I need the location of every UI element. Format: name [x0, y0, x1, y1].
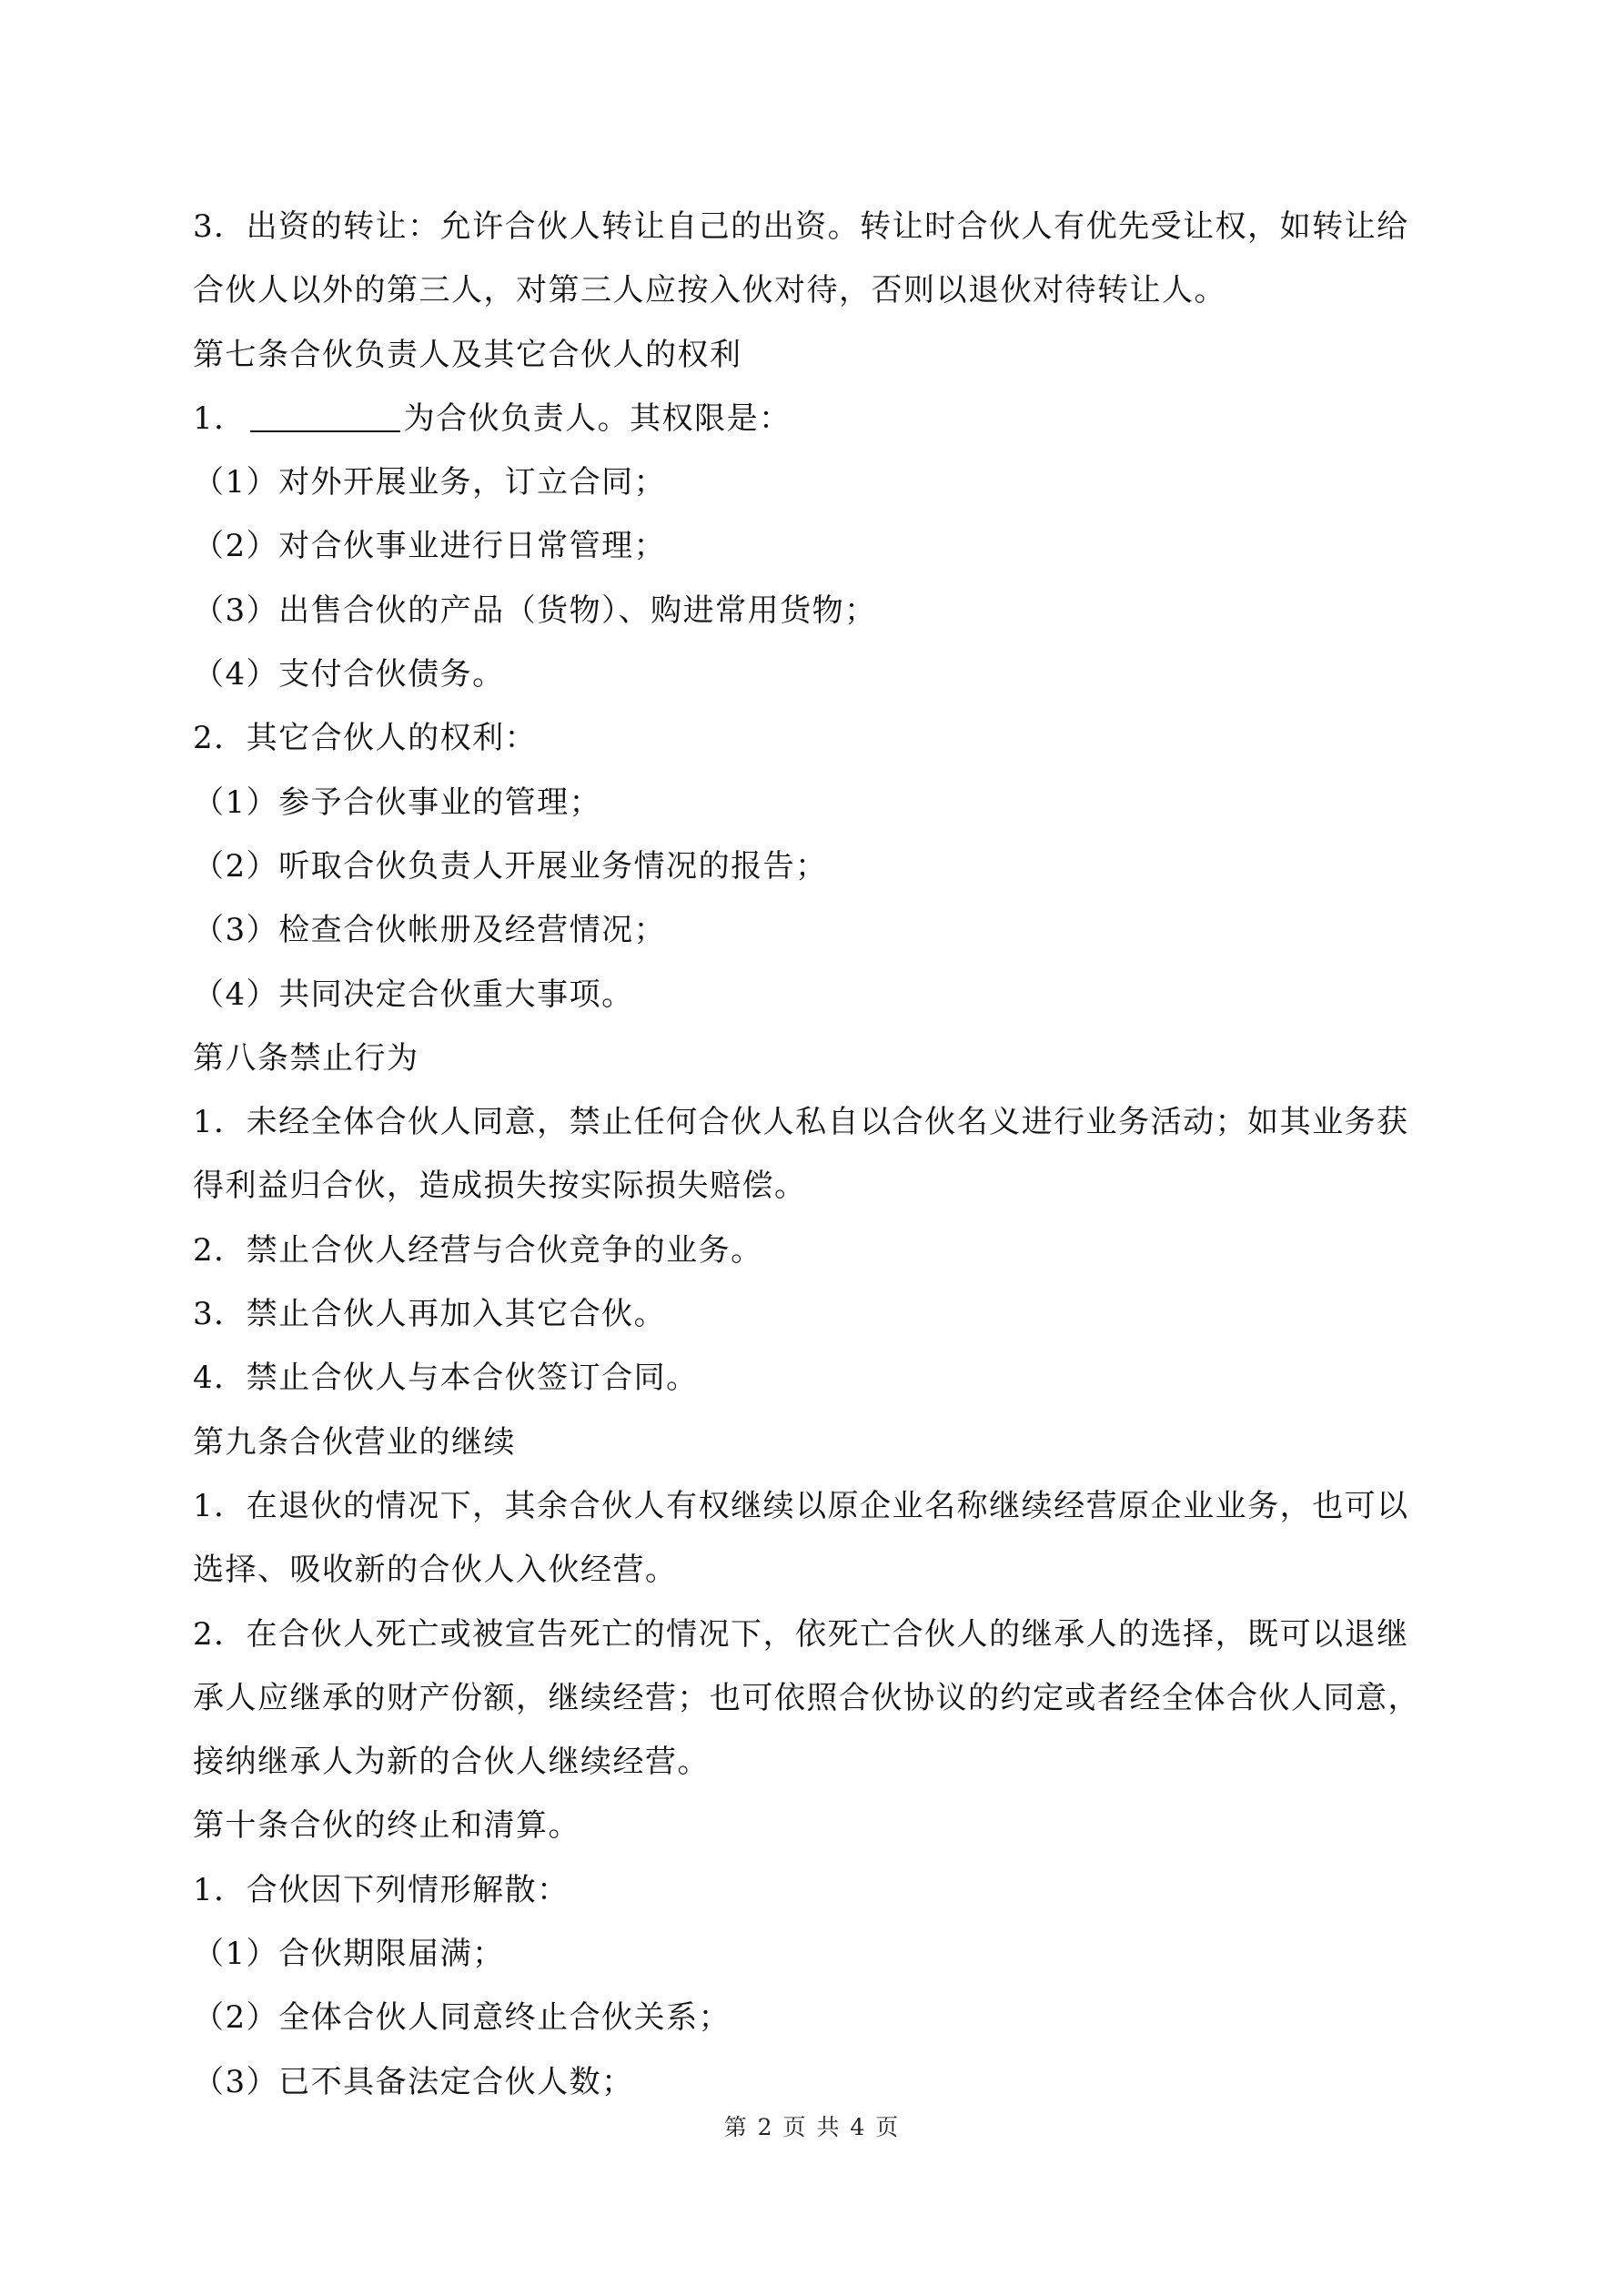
line-prefix: 1．	[193, 400, 247, 437]
text-line: 1．未经全体合伙人同意，禁止任何合伙人私自以合伙名义进行业务活动；如其业务获	[193, 1104, 1409, 1141]
list-item: （2）对合伙事业进行日常管理；	[193, 528, 667, 565]
text-line: 3．禁止合伙人再加入其它合伙。	[193, 1296, 667, 1333]
text-line: 2．在合伙人死亡或被宣告死亡的情况下，依死亡合伙人的继承人的选择，既可以退继	[193, 1615, 1409, 1653]
section-heading: 第十条合伙的终止和清算。	[193, 1807, 580, 1845]
page-number-footer: 第 2 页 共 4 页	[723, 2114, 901, 2140]
section-heading: 第七条合伙负责人及其它合伙人的权利	[193, 336, 742, 373]
list-item: （4）共同决定合伙重大事项。	[193, 976, 634, 1013]
text-line: 选择、吸收新的合伙人入伙经营。	[193, 1552, 678, 1589]
text-line: 3．出资的转让：允许合伙人转让自己的出资。转让时合伙人有优先受让权，如转让给	[193, 208, 1409, 245]
text-line-with-blank	[193, 387, 1439, 450]
text-line: 4．禁止合伙人与本合伙签订合同。	[193, 1360, 699, 1397]
text-line: 1．合伙因下列情形解散：	[193, 1871, 570, 1908]
list-item: （3）已不具备法定合伙人数；	[193, 2063, 634, 2100]
text-line: 2．其它合伙人的权利：	[193, 720, 538, 757]
list-item: （3）出售合伙的产品（货物）、购进常用货物；	[193, 592, 877, 629]
text-line: 接纳继承人为新的合伙人继续经营。	[193, 1744, 710, 1781]
list-item: （2）听取合伙负责人开展业务情况的报告；	[193, 847, 828, 885]
document-body	[193, 195, 1439, 2114]
text-line: 承人应继承的财产份额，继续经营；也可依照合伙协议的约定或者经全体合伙人同意，	[193, 1679, 1420, 1716]
list-item: （4）支付合伙债务。	[193, 656, 505, 693]
text-line: 得利益归合伙，造成损失按实际损失赔偿。	[193, 1168, 807, 1205]
section-heading: 第九条合伙营业的继续	[193, 1423, 516, 1461]
list-item: （3）检查合伙帐册及经营情况；	[193, 912, 667, 949]
text-line: 2．禁止合伙人经营与合伙竞争的业务。	[193, 1231, 763, 1269]
text-line: 合伙人以外的第三人，对第三人应按入伙对待，否则以退伙对待转让人。	[193, 272, 1226, 309]
fill-in-blank[interactable]	[250, 394, 400, 432]
list-item: （2）全体合伙人同意终止合伙关系；	[193, 1999, 731, 2037]
list-item: （1）合伙期限届满；	[193, 1936, 505, 1973]
list-item: （1）对外开展业务，订立合同；	[193, 464, 667, 501]
text-line: 1．在退伙的情况下，其余合伙人有权继续以原企业名称继续经营原企业业务，也可以	[193, 1487, 1409, 1524]
list-item: （1）参予合伙事业的管理；	[193, 784, 602, 821]
line-suffix: 为合伙负责人。其权限是：	[403, 400, 792, 437]
section-heading: 第八条禁止行为	[193, 1039, 419, 1077]
